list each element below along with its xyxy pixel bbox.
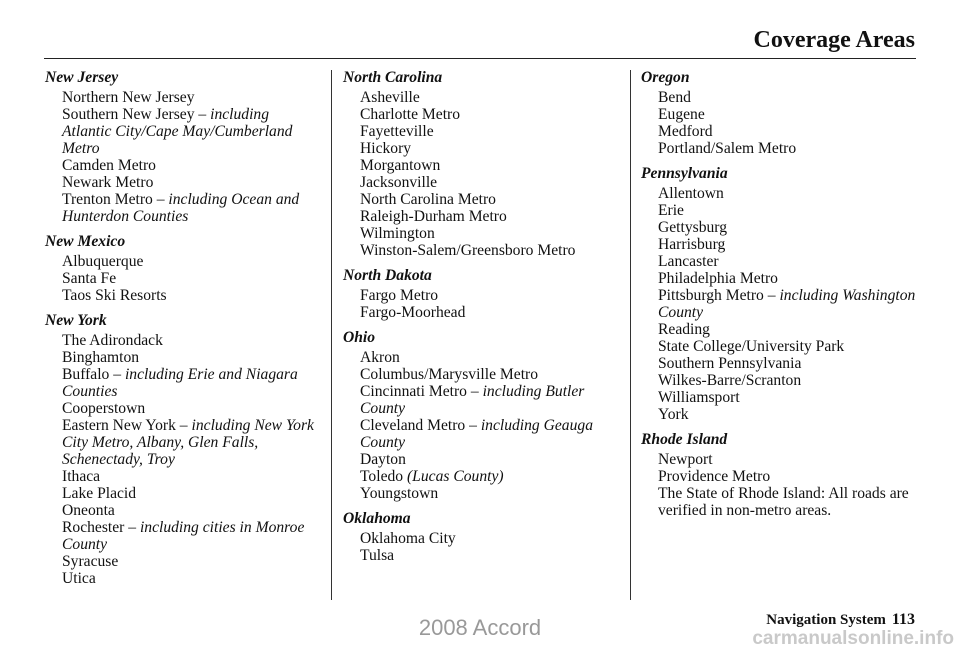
coverage-entry [45,253,320,270]
city-name: Wilmington [360,225,435,242]
city-name: Lake Placid [62,485,137,502]
city-name: Winston-Salem/Greensboro Metro [360,242,576,259]
state-heading: New Mexico [45,233,126,250]
city-name: Binghamton [62,349,140,366]
city-name: Oneonta [62,502,115,519]
city-name: Rochester – [62,519,140,536]
coverage-entry [641,202,921,219]
city-name: Youngstown [360,485,439,502]
coverage-entry [45,417,320,468]
city-name: Tulsa [360,547,395,564]
city-name: Eastern New York – [62,417,192,434]
coverage-entry [45,174,320,191]
coverage-column-1 [45,69,320,587]
city-name: Syracuse [62,553,119,570]
coverage-entry [343,383,621,417]
coverage-entry [45,89,320,106]
coverage-entry [641,185,921,202]
coverage-entry [343,225,621,242]
footer-section-label: Navigation System [766,612,886,628]
coverage-entry [343,140,621,157]
page-number: 113 [891,611,915,628]
coverage-entry [45,519,320,553]
coverage-entry [45,270,320,287]
city-name: Wilkes-Barre/Scranton [658,372,802,389]
state-heading: North Carolina [343,69,443,86]
coverage-entry [45,157,320,174]
coverage-entry [343,366,621,383]
city-name: Albuquerque [62,253,144,270]
city-name: Portland/Salem Metro [658,140,797,157]
city-name: Fargo Metro [360,287,439,304]
coverage-entry [45,485,320,502]
coverage-column-3 [641,69,921,519]
coverage-entry [343,208,621,225]
coverage-entry [343,485,621,502]
city-name: Jacksonville [360,174,438,191]
city-name: Buffalo – [62,366,125,383]
column-divider [630,70,631,600]
coverage-entry [343,174,621,191]
coverage-entry [641,287,921,321]
coverage-entry [45,553,320,570]
column-divider [331,70,332,600]
coverage-entry [45,349,320,366]
city-name: Cincinnati Metro – [360,383,483,400]
coverage-entry [641,468,921,485]
city-name: Harrisburg [658,236,726,253]
city-name: Utica [62,570,96,587]
state-heading: Oregon [641,69,690,86]
coverage-entry [45,570,320,587]
coverage-entry [641,406,921,423]
coverage-note: including New York City Metro, Albany, Glen Falls, Schenectady, Troy [62,417,314,468]
coverage-entry [641,270,921,287]
coverage-entry [641,253,921,270]
coverage-entry [343,468,621,485]
city-name: Morgantown [360,157,441,174]
coverage-entry [343,242,621,259]
coverage-entry [343,123,621,140]
city-name: Fayetteville [360,123,434,140]
coverage-entry [641,321,921,338]
city-name: Fargo-Moorhead [360,304,466,321]
city-name: Lancaster [658,253,719,270]
city-name: Camden Metro [62,157,156,174]
state-heading: Ohio [343,329,376,346]
coverage-entry [641,89,921,106]
city-name: Ithaca [62,468,101,485]
watermark-url: carmanualsonline.info [752,628,954,649]
coverage-entry [641,219,921,236]
coverage-entry [641,338,921,355]
city-name: York [658,406,689,423]
page-title: Coverage Areas [753,27,915,53]
coverage-entry [45,502,320,519]
city-name: North Carolina Metro [360,191,496,208]
coverage-column-2 [343,69,621,564]
coverage-entry [641,451,921,468]
city-name: Dayton [360,451,406,468]
coverage-entry [641,123,921,140]
city-name: Columbus/Marysville Metro [360,366,539,383]
coverage-entry [641,355,921,372]
state-heading: Rhode Island [641,431,728,448]
city-name: Taos Ski Resorts [62,287,167,304]
city-name: Reading [658,321,710,338]
city-name: Williamsport [658,389,740,406]
city-name: Allentown [658,185,724,202]
coverage-entry [641,236,921,253]
city-name: Trenton Metro – [62,191,169,208]
coverage-note: (Lucas County) [406,468,504,485]
coverage-entry [343,349,621,366]
coverage-entry [45,287,320,304]
coverage-entry [343,304,621,321]
city-name: Bend [658,89,691,106]
coverage-entry [343,191,621,208]
title-divider [44,58,916,59]
coverage-entry [45,106,320,157]
coverage-entry [641,372,921,389]
city-name: Medford [658,123,713,140]
coverage-entry [343,451,621,468]
city-name: Gettysburg [658,219,728,236]
city-name: Cooperstown [62,400,146,417]
city-name: Santa Fe [62,270,117,287]
coverage-entry [45,366,320,400]
city-name: Providence Metro [658,468,771,485]
city-name: Northern New Jersey [62,89,195,106]
coverage-entry [343,106,621,123]
city-name: The Adirondack [62,332,163,349]
city-name: Pittsburgh Metro – [658,287,780,304]
coverage-note: including cities in Monroe County [62,519,305,553]
city-name: Akron [360,349,400,366]
coverage-entry [343,157,621,174]
city-name: State College/University Park [658,338,845,355]
city-name: The State of Rhode Island: All roads are verified in non-metro areas. [658,485,909,519]
state-heading: New York [45,312,107,329]
city-name: Southern New Jersey – [62,106,211,123]
coverage-entry [343,417,621,451]
coverage-entry [343,89,621,106]
coverage-entry [641,389,921,406]
coverage-note: including Atlantic City/Cape May/Cumberland Metro [62,106,293,157]
city-name: Toledo [360,468,407,485]
coverage-note: including Butler County [360,383,585,417]
city-name: Cleveland Metro – [360,417,481,434]
coverage-entry [45,191,320,225]
city-name: Newark Metro [62,174,154,191]
city-name: Erie [658,202,684,219]
coverage-entry [641,140,921,157]
state-heading: Oklahoma [343,510,411,527]
coverage-entry [45,468,320,485]
coverage-note: including Erie and Niagara Counties [62,366,298,400]
coverage-entry [45,332,320,349]
state-heading: North Dakota [343,267,432,284]
coverage-note: including Ocean and Hunterdon Counties [62,191,300,225]
city-name: Newport [658,451,713,468]
city-name: Charlotte Metro [360,106,461,123]
city-name: Raleigh-Durham Metro [360,208,507,225]
city-name: Philadelphia Metro [658,270,778,287]
city-name: Southern Pennsylvania [658,355,802,372]
city-name: Oklahoma City [360,530,456,547]
coverage-note: including Geauga County [360,417,593,451]
coverage-entry [343,287,621,304]
coverage-entry [641,485,921,519]
state-heading: New Jersey [45,69,119,86]
state-heading: Pennsylvania [641,165,728,182]
coverage-note: including Washington County [658,287,916,321]
coverage-entry [343,547,621,564]
city-name: Asheville [360,89,420,106]
watermark-label: 2008 Accord [418,615,542,640]
city-name: Eugene [658,106,705,123]
coverage-entry [641,106,921,123]
coverage-entry [343,530,621,547]
city-name: Hickory [360,140,412,157]
coverage-entry [45,400,320,417]
